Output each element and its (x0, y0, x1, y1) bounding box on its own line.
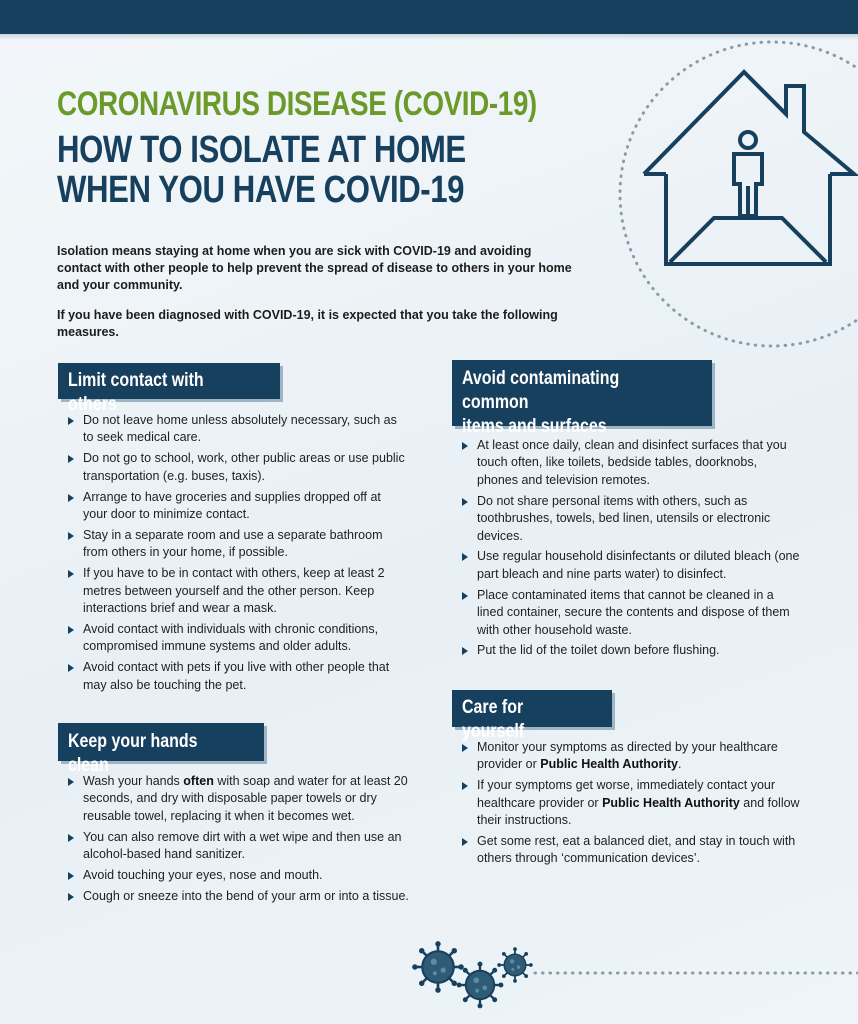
list-item-text: Do not leave home unless absolutely necessary, such as to seek medical care. (83, 413, 397, 445)
list-hands-clean (66, 773, 411, 909)
triangle-bullet-icon (462, 498, 468, 506)
list-item-text-bold: Public Health Authority (540, 757, 678, 772)
title-line-2a: HOW TO ISOLATE AT HOME (57, 129, 466, 171)
triangle-bullet-icon (462, 442, 468, 450)
triangle-bullet-icon (462, 592, 468, 600)
triangle-bullet-icon (68, 494, 74, 502)
list-item (66, 888, 411, 905)
list-item-text-post: . (677, 757, 682, 772)
list-item-text-post: with soap and water for at least 20 seconds, and dry with disposable paper towels or dry reusable towel, replacing it when it becomes wet. (83, 774, 408, 823)
list-item (66, 527, 406, 562)
section-header-text: Keep your hands clean (68, 731, 198, 776)
list-item-text-bold: often (183, 774, 214, 788)
list-item-text: Avoid contact with pets if you live with other people that may also be touching the pet. (83, 660, 390, 692)
list-item (460, 777, 805, 829)
triangle-bullet-icon (462, 553, 468, 561)
list-item (66, 867, 411, 884)
section-header-avoid-contaminating (452, 360, 712, 437)
list-item (66, 412, 406, 447)
list-item-text-bold: Public Health Authority (602, 795, 740, 810)
triangle-bullet-icon (462, 782, 468, 790)
list-item-text: Do not share personal items with others, such as toothbrushes, towels, bed linen, utensils or electronic devices. (477, 493, 771, 543)
triangle-bullet-icon (68, 872, 74, 880)
section-header-care-yourself (452, 690, 612, 742)
list-item (460, 739, 805, 774)
intro-paragraph-1: Isolation means staying at home when you are sick with COVID-19 and avoiding contact with other people to help prevent the spread of disease to others in your home and your community. (57, 244, 572, 292)
list-item (460, 493, 800, 545)
list-item (460, 548, 800, 583)
list-item-text: Cough or sneeze into the bend of your arm or into a tissue. (83, 888, 409, 903)
triangle-bullet-icon (68, 893, 74, 901)
list-item-text: Use regular household disinfectants or diluted bleach (one part bleach and nine parts water) to disinfect. (477, 549, 800, 581)
intro-paragraph-2: If you have been diagnosed with COVID-19, it is expected that you take the following measures. (57, 308, 558, 339)
list-item-text: Avoid contact with individuals with chronic conditions, compromised immune systems and older adults. (83, 621, 379, 654)
virus-icon (405, 935, 858, 1015)
section-header-hands-clean (58, 723, 264, 776)
title-line-1: CORONAVIRUS DISEASE (COVID-19) (57, 85, 537, 123)
triangle-bullet-icon (462, 838, 468, 846)
list-item (460, 437, 800, 489)
triangle-bullet-icon (462, 647, 468, 655)
list-item (460, 833, 805, 868)
list-item-text-pre: Wash your hands (83, 774, 184, 788)
triangle-bullet-icon (462, 744, 468, 752)
list-item-text: Stay in a separate room and use a separate bathroom from others in your home, if possible. (83, 527, 383, 560)
list-item (66, 489, 406, 524)
list-item-text: Arrange to have groceries and supplies dropped off at your door to minimize contact. (83, 489, 381, 522)
list-item (66, 450, 406, 485)
list-item (460, 642, 800, 659)
list-item (66, 659, 406, 694)
triangle-bullet-icon (68, 664, 74, 672)
house-with-person-icon (592, 26, 858, 356)
section-header-text: Care for yourself (462, 697, 525, 742)
list-item-text-pre: Monitor your symptoms as directed by your healthcare provider or (477, 740, 778, 772)
list-item-text: Put the lid of the toilet down before flushing. (477, 643, 720, 658)
list-item-text: At least once daily, clean and disinfect surfaces that you touch often, like toilets, bedside tables, doorknobs, phones and television remotes. (477, 438, 787, 487)
list-limit-contact (66, 412, 406, 698)
triangle-bullet-icon (68, 626, 74, 634)
list-item-text: Place contaminated items that cannot be cleaned in a lined container, secure the contents and dispose of them with other household waste. (477, 587, 790, 637)
list-item-text: Do not go to school, work, other public areas or use public transportation (e.g. buses, taxis). (83, 451, 405, 483)
list-item-text: If you have to be in contact with others, keep at least 2 metres between yourself and the other person. Keep interactions brief and wear a mask. (83, 566, 385, 616)
list-avoid-contaminating (460, 437, 800, 663)
section-header-text-line-2: items and surfaces (462, 416, 607, 437)
section-header-text: Limit contact with others (68, 370, 204, 415)
title-line-2b: WHEN YOU HAVE COVID-19 (57, 169, 465, 211)
list-care-yourself (460, 739, 805, 871)
triangle-bullet-icon (68, 834, 74, 842)
list-item (460, 587, 800, 639)
section-header-text-line-1: Avoid contaminating common (462, 368, 620, 413)
triangle-bullet-icon (68, 455, 74, 463)
section-header-limit-contact (58, 363, 280, 415)
list-item-text-post: and follow their instructions. (477, 795, 800, 828)
list-item (66, 621, 406, 656)
triangle-bullet-icon (68, 778, 74, 786)
list-item-text-pre: If your symptoms get worse, immediately contact your healthcare provider or (477, 778, 776, 810)
title-line-2 (57, 130, 466, 210)
list-item (66, 565, 406, 617)
list-item-text: Get some rest, eat a balanced diet, and stay in touch with others through ‘communication devices’. (477, 834, 796, 866)
list-item (66, 829, 411, 864)
triangle-bullet-icon (68, 570, 74, 578)
list-item (66, 773, 411, 825)
triangle-bullet-icon (68, 417, 74, 425)
triangle-bullet-icon (68, 532, 74, 540)
list-item-text: Avoid touching your eyes, nose and mouth. (83, 868, 323, 883)
list-item-text: You can also remove dirt with a wet wipe and then use an alcohol-based hand sanitizer. (83, 829, 402, 862)
